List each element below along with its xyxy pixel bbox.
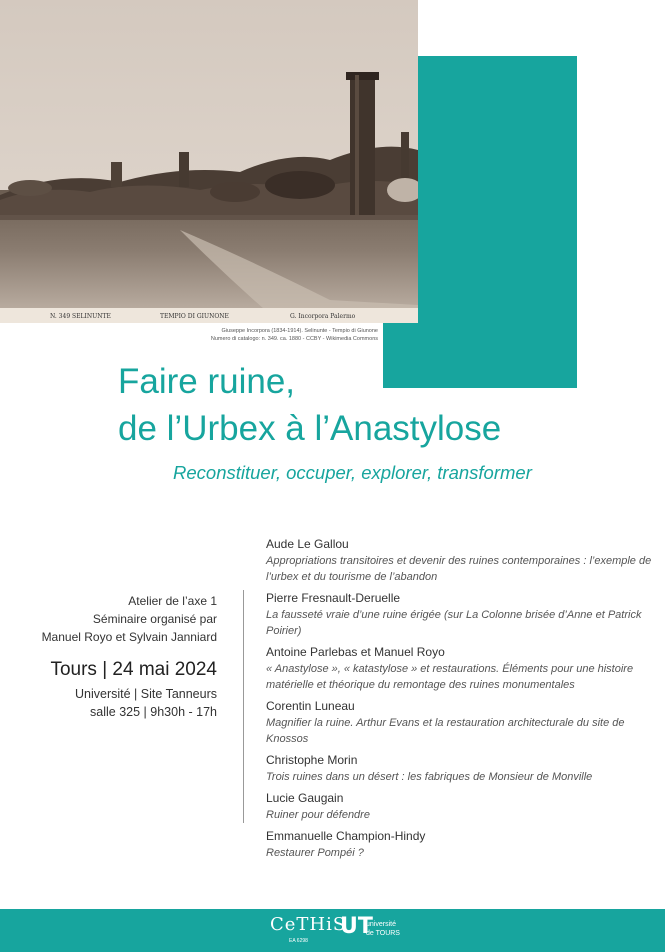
vertical-divider xyxy=(243,590,244,823)
venue-place: Université | Site Tanneurs xyxy=(75,687,217,701)
speaker-name: Pierre Fresnault-Deruelle xyxy=(266,591,401,605)
talk-title: « Anastylose », « katastylose » et restaurations. Éléments pour une histoire matérielle et théorique du remontage des ruines monumentales xyxy=(266,663,634,691)
venue-room-time: salle 325 | 9h30h - 17h xyxy=(90,705,217,719)
program-item xyxy=(266,789,656,823)
venue-info xyxy=(0,685,217,721)
photo-caption-line2: Numero di catalogo: n. 349. ca. 1880 - CCBY - Wikimedia Commons xyxy=(210,336,378,342)
speaker-name: Christophe Morin xyxy=(266,753,358,767)
footer-bar xyxy=(0,909,665,952)
speaker-name: Lucie Gaugain xyxy=(266,791,344,805)
program-item xyxy=(266,827,656,861)
speaker-name: Emmanuelle Champion-Hindy xyxy=(266,829,426,843)
workshop-info xyxy=(0,592,217,646)
talk-title: Ruiner pour défendre xyxy=(266,809,370,821)
title-line1: Faire ruine, xyxy=(118,362,296,401)
cethis-logo: CeTHiS xyxy=(270,914,347,935)
program-list xyxy=(266,535,656,865)
university-line2: de TOURS xyxy=(366,930,400,937)
seminar-label: Séminaire organisé par xyxy=(92,612,217,626)
talk-title: Restaurer Pompéi ? xyxy=(266,847,364,859)
talk-title: La fausseté vraie d’une ruine érigée (sur La Colonne brisée d’Anne et Patrick Poirier) xyxy=(266,609,642,637)
program-item xyxy=(266,535,656,585)
speaker-name: Corentin Luneau xyxy=(266,699,355,713)
speaker-name: Antoine Parlebas et Manuel Royo xyxy=(266,645,445,659)
workshop-label: Atelier de l’axe 1 xyxy=(128,594,217,608)
talk-title: Trois ruines dans un désert : les fabriques de Monsieur de Monville xyxy=(266,771,593,783)
program-item xyxy=(266,643,656,693)
event-date: Tours | 24 mai 2024 xyxy=(50,659,217,680)
page-subtitle: Reconstituer, occuper, explorer, transformer xyxy=(173,462,532,483)
cethis-subtitle: EA 6298 xyxy=(289,938,308,944)
distant-column xyxy=(179,152,189,187)
talk-title: Appropriations transitoires et devenir des ruines contemporaines : l’exemple de l’urbex et du tourisme de l’abandon xyxy=(266,555,652,583)
organizers-label: Manuel Royo et Sylvain Janniard xyxy=(41,630,217,644)
standing-column xyxy=(350,75,375,215)
speaker-name: Aude Le Gallou xyxy=(266,537,349,551)
title-line2: de l’Urbex à l’Anastylose xyxy=(118,409,502,448)
photo-caption-line1: Giuseppe Incorpora (1834-1914). Selinunte - Tempio di Giunone xyxy=(221,328,378,334)
plate-author: G. Incorpora Palermo xyxy=(290,313,356,320)
university-line1: université xyxy=(366,921,396,928)
temple-ruins-photo xyxy=(0,0,418,323)
historic-photo xyxy=(0,0,418,323)
plate-number: N. 349 SELINUNTE xyxy=(50,313,111,320)
program-item xyxy=(266,589,656,639)
plate-title: TEMPIO DI GIUNONE xyxy=(160,313,229,320)
page-title xyxy=(118,358,501,452)
university-logo-text xyxy=(366,920,400,938)
program-item xyxy=(266,697,656,747)
talk-title: Magnifier la ruine. Arthur Evans et la restauration architecturale du site de Knossos xyxy=(266,717,625,745)
university-logo-icon: UT xyxy=(340,914,373,939)
program-item xyxy=(266,751,656,785)
